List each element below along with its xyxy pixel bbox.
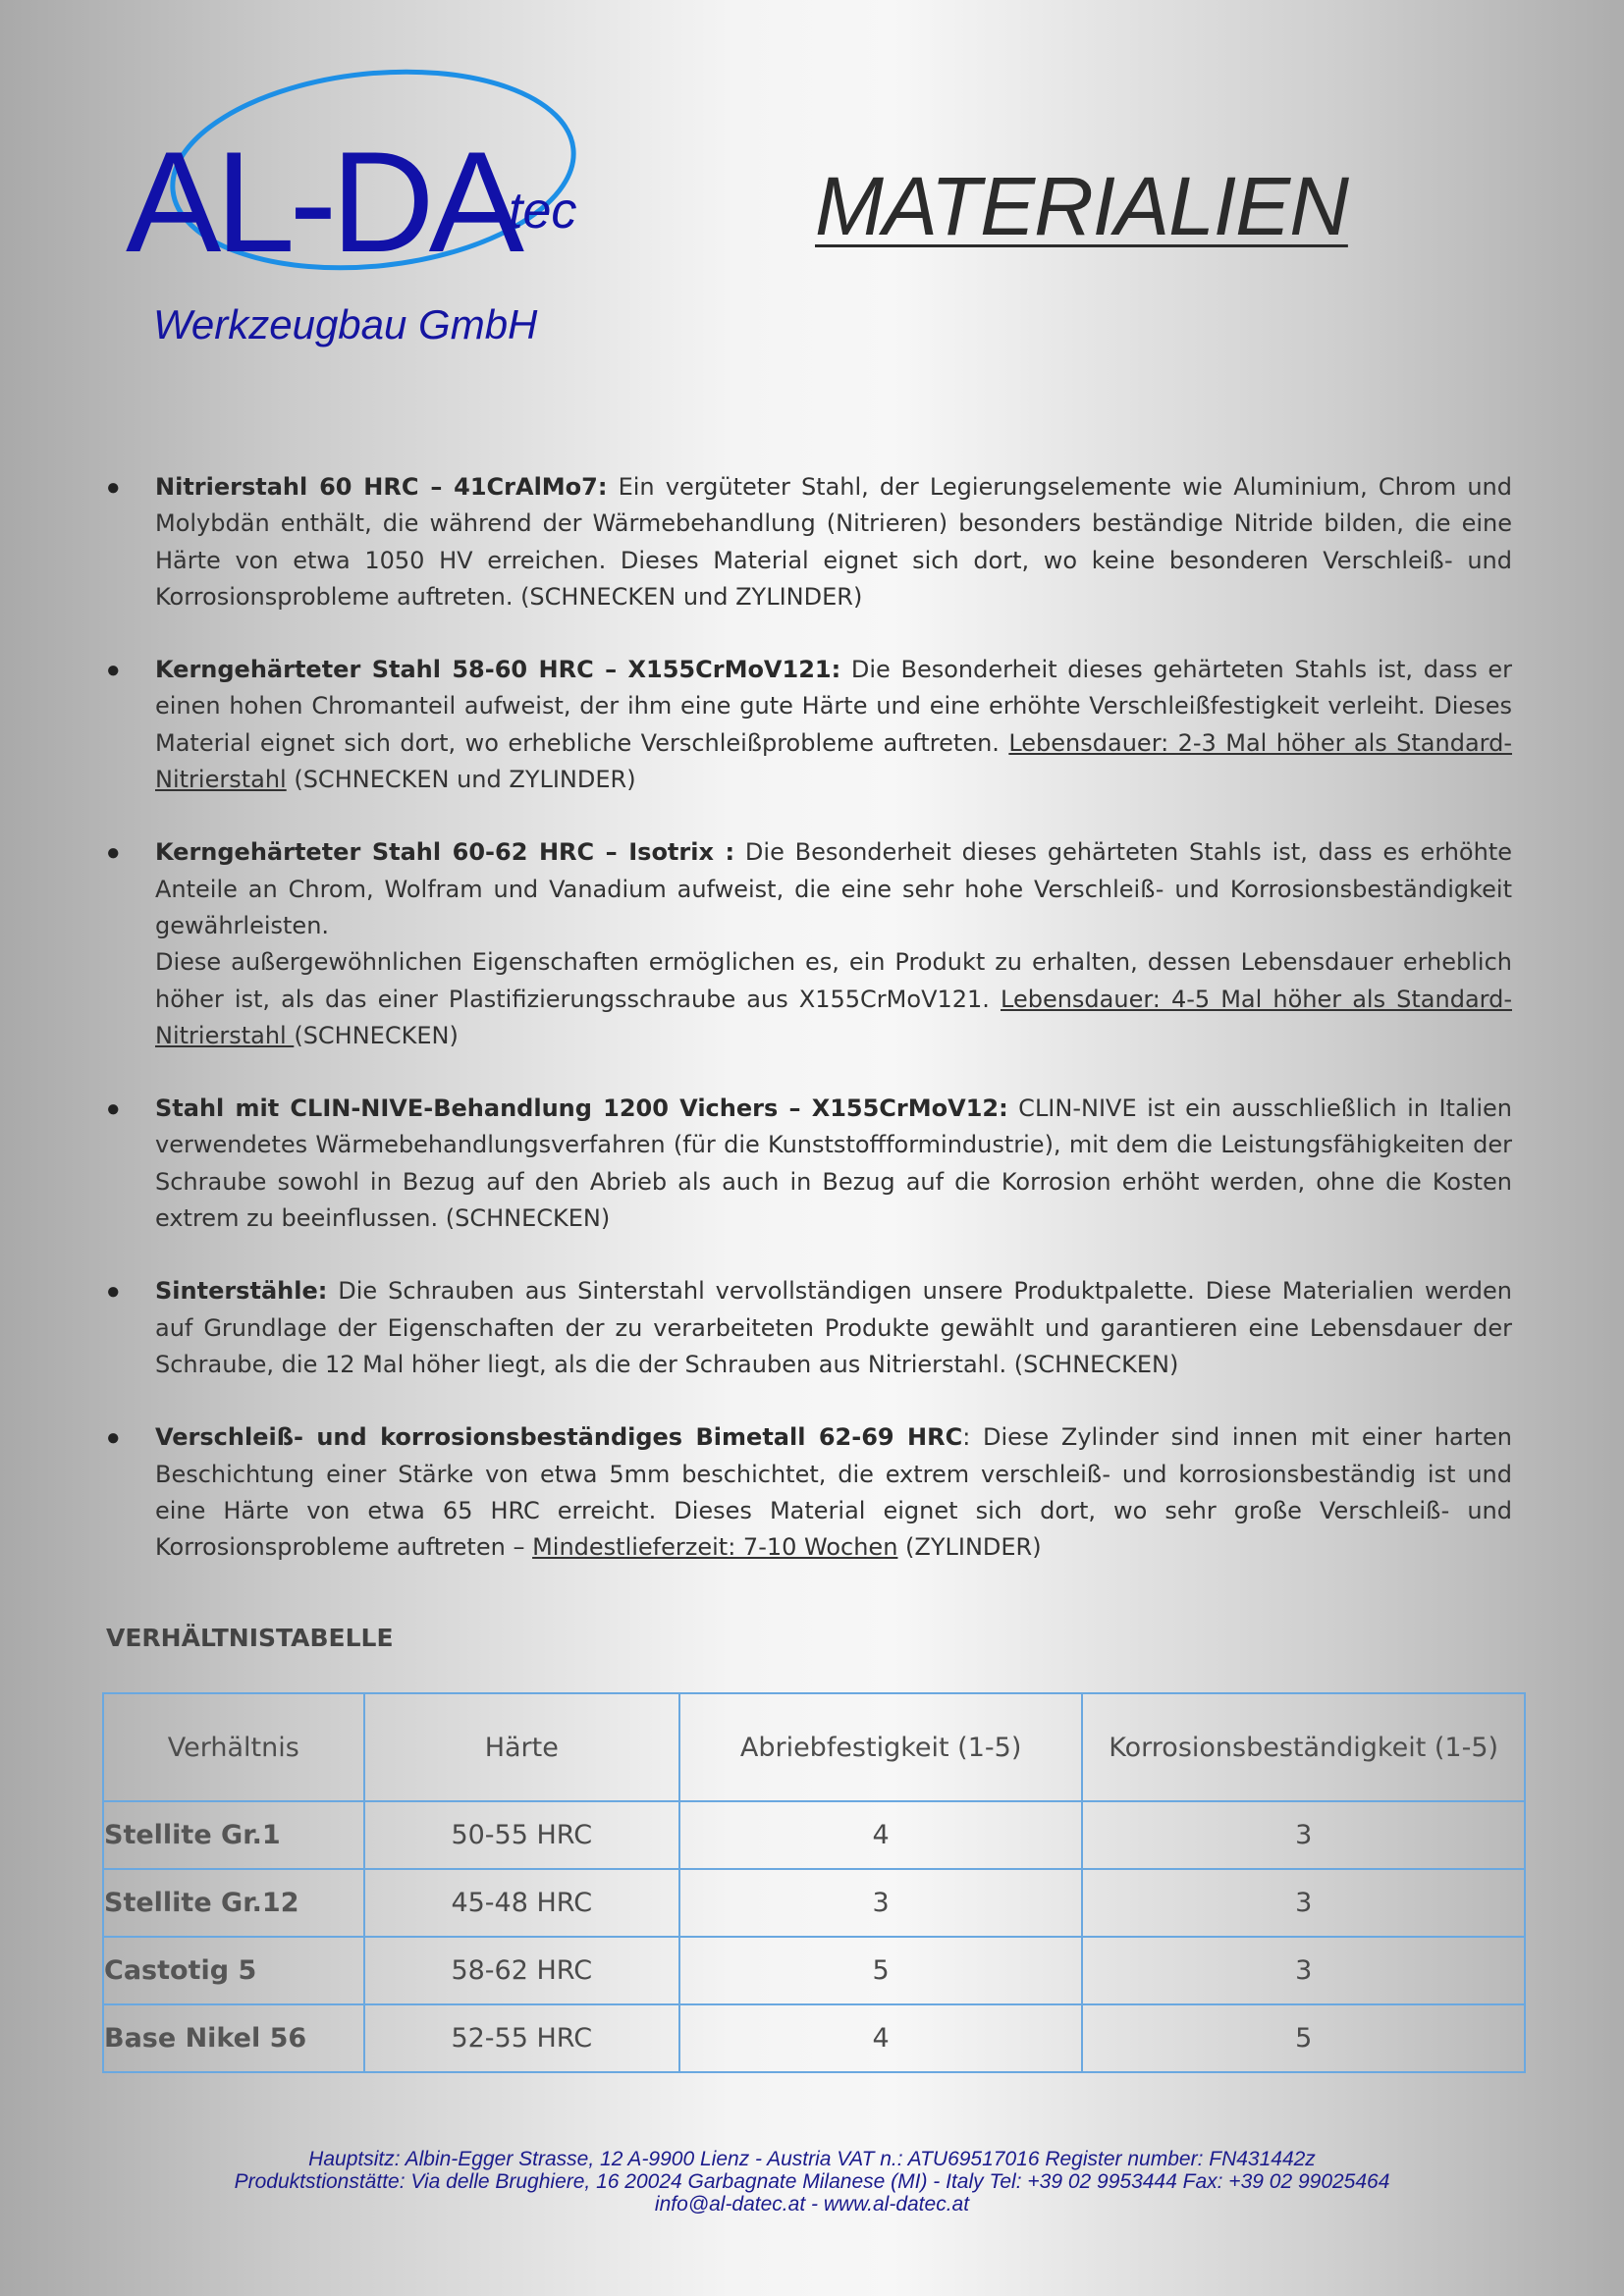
- page-title: MATERIALIEN: [815, 160, 1348, 252]
- column-header: Verhältnis: [103, 1693, 364, 1801]
- table-row: [103, 1937, 1525, 2004]
- company-logo: [116, 54, 626, 368]
- material-text: Die Besonderheit dieses gehärteten Stahls ist, dass es erhöhte Anteile an Chrom, Wolfram und Vanadium aufweist, die eine sehr hohe Verschleiß- und Korrosionsbeständigkeit gewährleisten.: [155, 838, 1513, 939]
- footer-headquarters: Hauptsitz: Albin-Egger Strasse, 12 A-9900 Lienz - Austria VAT n.: ATU69517016 Register number: FN431442z: [308, 2148, 1316, 2170]
- hardness-cell: 50-55 HRC: [364, 1801, 679, 1869]
- bullet-icon: ●: [106, 1095, 121, 1123]
- delivery-note: Mindestlieferzeit: 7-10 Wochen: [532, 1533, 898, 1562]
- material-description: [155, 1419, 1512, 1566]
- material-title: Verschleiß- und korrosionsbeständiges Bimetall 62-69 HRC: [155, 1423, 963, 1452]
- logo-wordmark: AL-DA: [126, 122, 519, 282]
- material-usage: (ZYLINDER): [897, 1533, 1042, 1562]
- material-name-cell: Base Nikel 56: [103, 2004, 364, 2072]
- table-header-row: [103, 1693, 1525, 1801]
- list-item: [106, 1091, 1512, 1237]
- corrosion-cell: 3: [1082, 1801, 1525, 1869]
- list-item: [106, 1273, 1512, 1383]
- material-usage: (SCHNECKEN): [294, 1021, 459, 1049]
- bullet-icon: ●: [106, 474, 121, 501]
- ratio-table: [102, 1692, 1526, 2073]
- corrosion-cell: 3: [1082, 1937, 1525, 2004]
- hardness-cell: 58-62 HRC: [364, 1937, 679, 2004]
- table-row: [103, 2004, 1525, 2072]
- material-title: Sinterstähle:: [155, 1277, 328, 1306]
- logo-tec: tec: [509, 183, 577, 240]
- corrosion-cell: 3: [1082, 1869, 1525, 1937]
- material-text: Die Besonderheit dieses gehärteten Stahls ist, dass er einen hohen Chromanteil aufweist, der ihm eine gute Härte und eine erhöhte Verschleißfestigkeit verleiht. Dieses Material eignet sich dort, wo erhebliche Verschleißprobleme auftreten.: [155, 656, 1513, 757]
- list-item: [106, 1419, 1512, 1566]
- material-description: [155, 1091, 1512, 1237]
- material-text: Die Schrauben aus Sinterstahl vervollständigen unsere Produktpalette. Diese Materialien werden auf Grundlage der Eigenschaften der zu verarbeiteten Produkte gewählt und garantieren eine Lebensdauer der Schraube, die 12 Mal höher liegt, als die der Schrauben aus Nitrierstahl. (SCHNECKEN): [155, 1277, 1512, 1378]
- hardness-cell: 52-55 HRC: [364, 2004, 679, 2072]
- material-description: [155, 1273, 1512, 1383]
- material-text-2: Diese außergewöhnlichen Eigenschaften ermöglichen es, ein Produkt zu erhalten, dessen Lebensdauer erheblich höher ist, als das einer Plastifizierungsschraube aus X155CrMoV121.: [155, 948, 1512, 1013]
- material-description: [155, 834, 1512, 1054]
- list-item: [106, 834, 1512, 1054]
- bullet-icon: ●: [106, 657, 121, 684]
- material-description: [155, 469, 1512, 615]
- material-text: CLIN-NIVE ist ein ausschließlich in Italien verwendetes Wärmebehandlungsverfahren (für die Kunststoffformindustrie), mit dem die Leistungsfähigkeiten der Schraube sowohl in Bezug auf den Abrieb als auch in Bezug auf die Korrosion erhöht werden, ohne die Kosten extrem zu beeinflussen. (SCHNECKEN): [155, 1095, 1512, 1233]
- abrasion-cell: 5: [679, 1937, 1082, 2004]
- corrosion-cell: 5: [1082, 2004, 1525, 2072]
- material-name-cell: Stellite Gr.1: [103, 1801, 364, 1869]
- material-usage: (SCHNECKEN und ZYLINDER): [286, 766, 636, 794]
- material-title: Nitrierstahl 60 HRC – 41CrAlMo7:: [155, 473, 608, 501]
- abrasion-cell: 3: [679, 1869, 1082, 1937]
- abrasion-cell: 4: [679, 1801, 1082, 1869]
- hardness-cell: 45-48 HRC: [364, 1869, 679, 1937]
- column-header: Abriebfestigkeit (1-5): [679, 1693, 1082, 1801]
- table-row: [103, 1869, 1525, 1937]
- material-description: [155, 652, 1512, 798]
- lifetime-note: Lebensdauer: 4-5 Mal höher als Standard-Nitrierstahl: [155, 985, 1512, 1049]
- table-row: [103, 1801, 1525, 1869]
- material-name-cell: Castotig 5: [103, 1937, 364, 2004]
- logo-subtitle: Werkzeugbau GmbH: [153, 301, 538, 347]
- material-name-cell: Stellite Gr.12: [103, 1869, 364, 1937]
- footer-contact: info@al-datec.at - www.al-datec.at: [654, 2193, 970, 2216]
- footer-production-site: Produktstionstätte: Via delle Brughiere, 16 20024 Garbagnate Milanese (MI) - Italy Tel: +39 02 9953444 Fax: +39 02 99025464: [234, 2170, 1390, 2193]
- list-item: [106, 652, 1512, 798]
- material-title: Kerngehärteter Stahl 58-60 HRC – X155CrMoV121:: [155, 656, 841, 684]
- column-header: Härte: [364, 1693, 679, 1801]
- footer: [0, 2148, 1624, 2216]
- list-item: [106, 469, 1512, 615]
- bullet-icon: ●: [106, 839, 121, 867]
- material-title: Stahl mit CLIN-NIVE-Behandlung 1200 Vichers – X155CrMoV12:: [155, 1095, 1008, 1123]
- material-text: Ein vergüteter Stahl, der Legierungselemente wie Aluminium, Chrom und Molybdän enthält, die während der Wärmebehandlung (Nitrieren) besonders beständige Nitride bilden, die eine Härte von etwa 1050 HV erreichen. Dieses Material eignet sich dort, wo keine besonderen Verschleiß- und Korrosionsprobleme auftreten. (SCHNECKEN und ZYLINDER): [155, 473, 1513, 611]
- material-text: : Diese Zylinder sind innen mit einer harten Beschichtung einer Stärke von etwa 5mm beschichtet, die extrem verschleiß- und korrosionsbeständig ist und eine Härte von etwa 65 HRC erreicht. Dieses Material eignet sich dort, wo sehr große Verschleiß- und Korrosionsprobleme auftreten –: [155, 1423, 1512, 1562]
- table-title: VERHÄLTNISTABELLE: [106, 1624, 394, 1652]
- lifetime-note: Lebensdauer: 2-3 Mal höher als Standard-Nitrierstahl: [155, 728, 1513, 794]
- bullet-icon: ●: [106, 1424, 121, 1452]
- column-header: Korrosionsbeständigkeit (1-5): [1082, 1693, 1525, 1801]
- bullet-icon: ●: [106, 1278, 121, 1306]
- material-title: Kerngehärteter Stahl 60-62 HRC – Isotrix :: [155, 838, 735, 867]
- abrasion-cell: 4: [679, 2004, 1082, 2072]
- materials-list: [106, 469, 1512, 1602]
